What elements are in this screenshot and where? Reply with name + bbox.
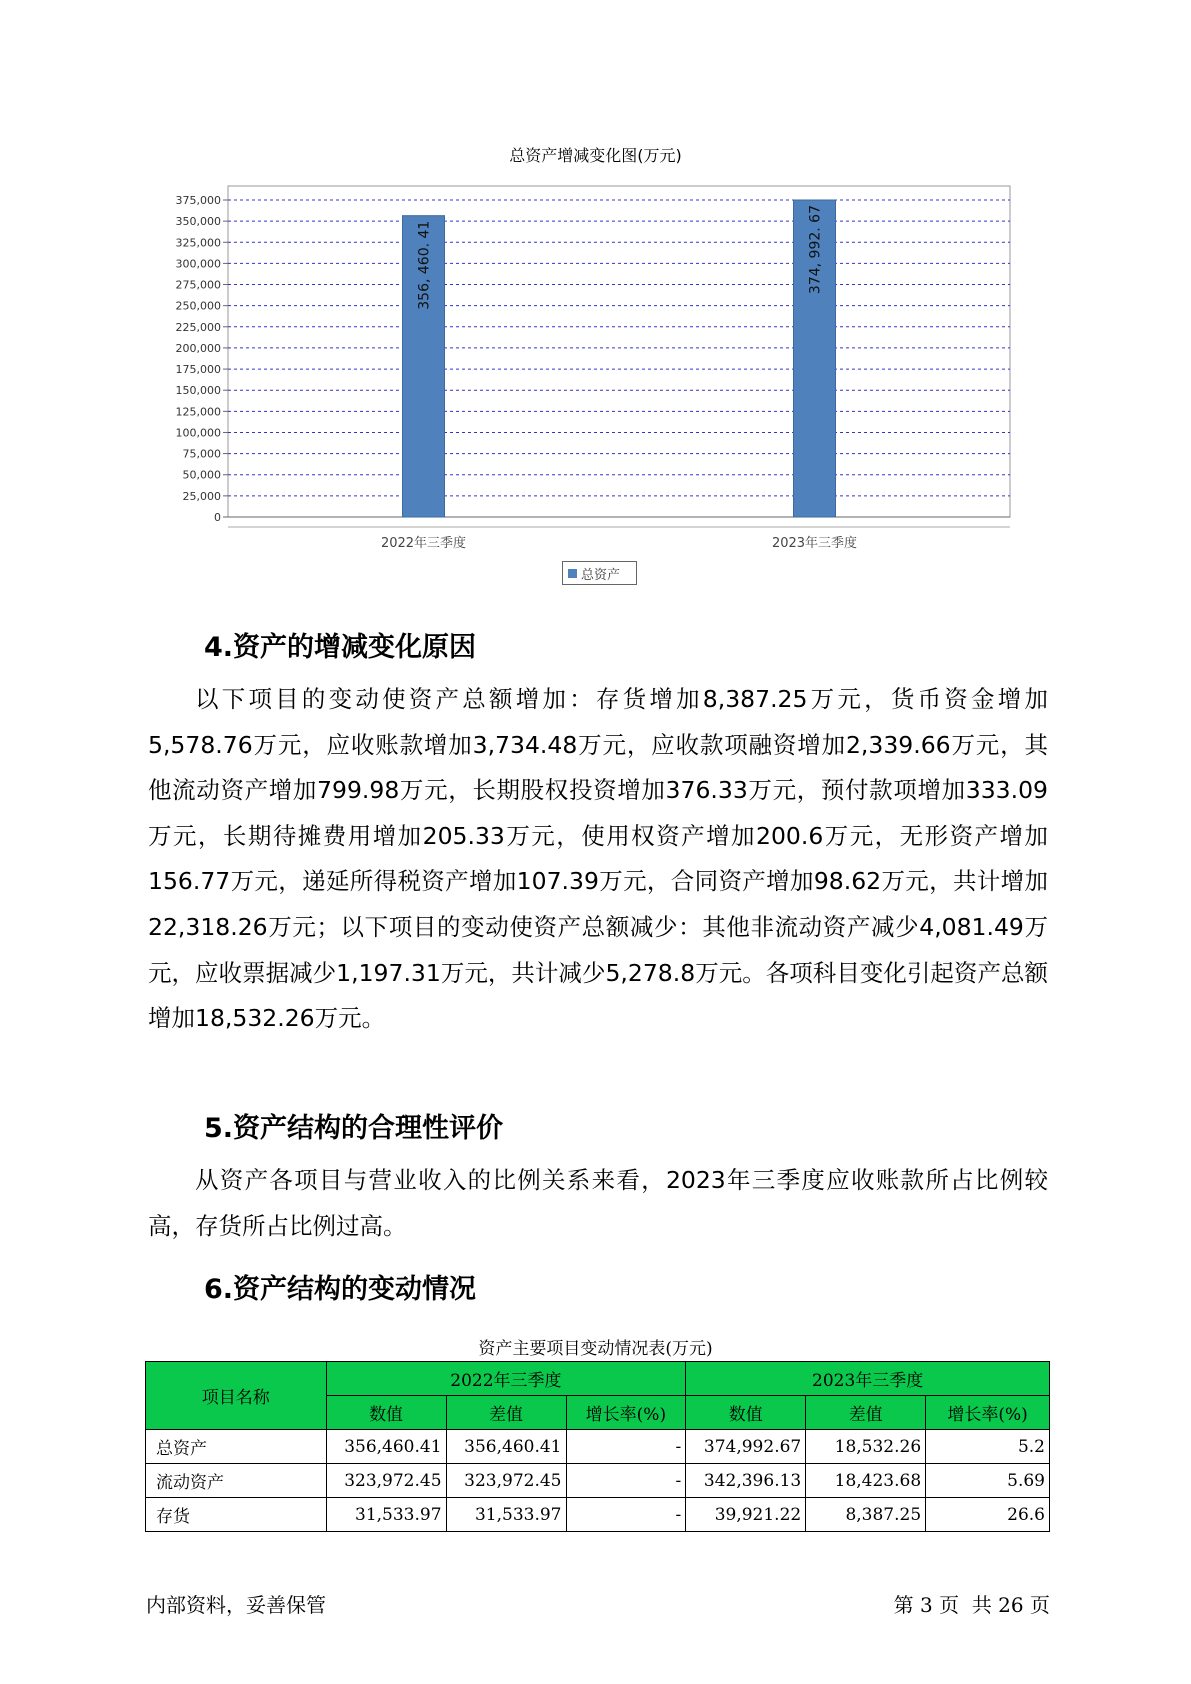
header-period-2022: 2022年三季度 xyxy=(326,1362,686,1396)
cell: 31,533.97 xyxy=(326,1498,446,1532)
table-row xyxy=(146,1464,1050,1498)
y-tick-label: 50,000 xyxy=(182,468,221,482)
x-axis-labels xyxy=(381,535,857,551)
row-name: 存货 xyxy=(146,1498,327,1532)
y-tick-label: 325,000 xyxy=(175,236,221,250)
header-period-2023: 2023年三季度 xyxy=(686,1362,1050,1396)
header-growth: 增长率(%) xyxy=(926,1396,1050,1430)
cell: 374,992.67 xyxy=(686,1430,806,1464)
cell: - xyxy=(566,1430,686,1464)
header-value: 数值 xyxy=(326,1396,446,1430)
cell: 356,460.41 xyxy=(326,1430,446,1464)
section-6-heading: 6.资产结构的变动情况 xyxy=(204,1274,477,1305)
y-tick-label: 375,000 xyxy=(175,194,221,207)
cell: 18,532.26 xyxy=(806,1430,926,1464)
row-name: 流动资产 xyxy=(146,1464,327,1498)
footer-page-number: 第 3 页 共 26 页 xyxy=(893,1593,1050,1617)
bar-data-label: 374, 992. 67 xyxy=(807,205,824,295)
x-category-label: 2023年三季度 xyxy=(771,536,858,551)
header-growth: 增长率(%) xyxy=(566,1396,686,1430)
row-name: 总资产 xyxy=(146,1430,327,1464)
cell: 323,972.45 xyxy=(326,1464,446,1498)
y-tick-label: 125,000 xyxy=(175,405,221,419)
chart-legend xyxy=(562,561,637,585)
cell: 356,460.41 xyxy=(446,1430,566,1464)
x-category-label: 2022年三季度 xyxy=(380,536,467,551)
cell: - xyxy=(566,1498,686,1532)
asset-change-table xyxy=(145,1361,1050,1532)
y-tick-label: 75,000 xyxy=(182,447,221,461)
table-header-row-1 xyxy=(146,1362,1050,1396)
cell: 8,387.25 xyxy=(806,1498,926,1532)
y-tick-label: 225,000 xyxy=(175,320,221,334)
y-tick-label: 275,000 xyxy=(175,278,221,292)
y-tick-label: 350,000 xyxy=(175,215,221,229)
chart-title: 总资产增减变化图(万元) xyxy=(509,146,682,165)
header-diff: 差值 xyxy=(806,1396,926,1430)
cell: 323,972.45 xyxy=(446,1464,566,1498)
legend-swatch xyxy=(568,569,577,578)
asset-bar-chart xyxy=(0,0,1191,600)
y-tick-label: 100,000 xyxy=(175,426,221,440)
section-4-paragraph: 以下项目的变动使资产总额增加：存货增加8,387.25万元，货币资金增加5,578.76万元，应收账款增加3,734.48万元，应收款项融资增加2,339.66万元，其他流动资产增加799.98万元，长期股权投资增加376.33万元，预付款项增加333.09万元，长期待摊费用增加205.33万元，使用权资产增加200.6万元，无形资产增加156.77万元，递延所得税资产增加107.39万元，合同资产增加98.62万元，共计增加22,318.26万元；以下项目的变动使资产总额减少：其他非流动资产减少4,081.49万元，应收票据减少1,197.31万元，共计减少5,278.8万元。各项科目变化引起资产总额增加18,532.26万元。 xyxy=(148,685,1048,1033)
y-tick-label: 300,000 xyxy=(175,257,221,271)
cell: 18,423.68 xyxy=(806,1464,926,1498)
y-tick-label: 0 xyxy=(214,511,221,524)
cell: 5.2 xyxy=(926,1430,1050,1464)
header-item-name: 项目名称 xyxy=(146,1362,327,1430)
header-diff: 差值 xyxy=(446,1396,566,1430)
legend-label: 总资产 xyxy=(581,567,621,583)
section-5-paragraph: 从资产各项目与营业收入的比例关系来看，2023年三季度应收账款所占比例较高，存货所占比例过高。 xyxy=(148,1166,1048,1240)
cell: 26.6 xyxy=(926,1498,1050,1532)
y-tick-label: 150,000 xyxy=(175,384,221,398)
cell: 39,921.22 xyxy=(686,1498,806,1532)
y-tick-label: 25,000 xyxy=(182,489,221,503)
bar-data-label: 356, 460. 41 xyxy=(416,220,433,310)
footer-confidential-note: 内部资料，妥善保管 xyxy=(146,1593,326,1617)
y-tick-label: 200,000 xyxy=(175,341,221,355)
cell: 31,533.97 xyxy=(446,1498,566,1532)
plot-area xyxy=(228,186,1010,517)
y-tick-label: 175,000 xyxy=(175,363,221,377)
section-5-heading: 5.资产结构的合理性评价 xyxy=(204,1113,504,1144)
table-title: 资产主要项目变动情况表(万元) xyxy=(478,1339,713,1359)
cell: - xyxy=(566,1464,686,1498)
table-row xyxy=(146,1498,1050,1532)
table-row xyxy=(146,1430,1050,1464)
y-tick-label: 250,000 xyxy=(175,299,221,313)
cell: 5.69 xyxy=(926,1464,1050,1498)
cell: 342,396.13 xyxy=(686,1464,806,1498)
header-value: 数值 xyxy=(686,1396,806,1430)
section-4-heading: 4.资产的增减变化原因 xyxy=(204,632,477,663)
